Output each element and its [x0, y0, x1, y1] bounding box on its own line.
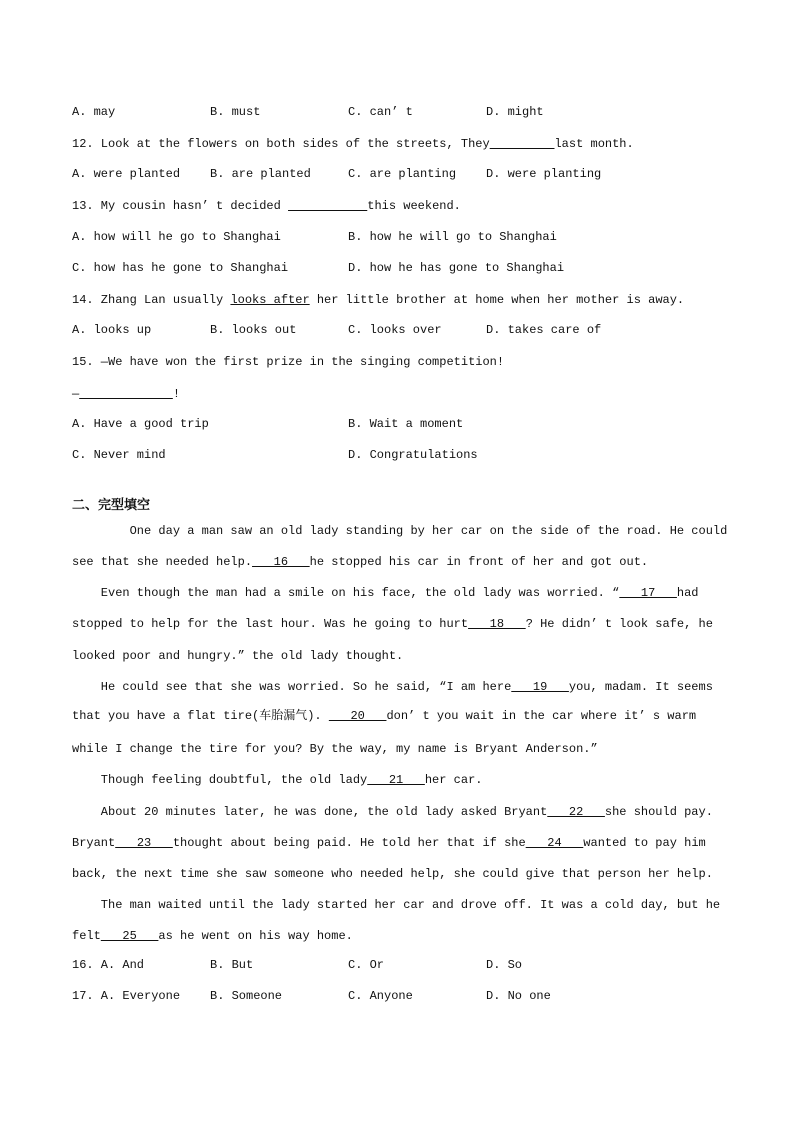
text-segment: 15. —We have won the first prize in the singing competition! [72, 355, 505, 369]
text-line [72, 292, 684, 308]
text-line [72, 897, 720, 913]
text-segment: as he went on his way home. [158, 929, 353, 943]
answer-option: C. Anyone [348, 989, 413, 1003]
text-line [72, 198, 461, 214]
text-segment: Though feeling doubtful, the old lady [72, 773, 368, 787]
underlined-phrase: looks after [230, 293, 310, 307]
answer-blank: 20 [328, 709, 387, 723]
text-segment: He could see that she was worried. So he said, “I am here [72, 680, 512, 694]
text-segment: he stopped his car in front of her and got out. [309, 555, 649, 569]
text-segment: felt [72, 929, 101, 943]
section-heading: 二、完型填空 [72, 498, 151, 513]
text-segment: last month. [554, 137, 634, 151]
text-line [72, 136, 634, 152]
answer-option: C. looks over [348, 323, 442, 337]
text-segment: stopped to help for the last hour. Was he going to hurt [72, 617, 469, 631]
text-segment: that you have a flat tire(车胎漏气). [72, 709, 329, 723]
answer-option: C. can’ t [348, 105, 413, 119]
text-line [72, 648, 403, 664]
text-line [72, 616, 713, 632]
text-segment: ? He didn’ t look safe, he [525, 617, 713, 631]
text-line [72, 679, 713, 695]
answer-option: D. might [486, 105, 544, 119]
text-segment: she should pay. [604, 805, 713, 819]
text-segment: About 20 minutes later, he was done, the old lady asked Bryant [72, 805, 548, 819]
answer-blank: 18 [468, 617, 526, 631]
text-segment: see that she needed help. [72, 555, 253, 569]
text-segment: ! [172, 387, 181, 401]
answer-option: A. Have a good trip [72, 417, 209, 431]
text-line [72, 554, 648, 570]
text-segment: had [676, 586, 699, 600]
text-segment: this weekend. [367, 199, 461, 213]
answer-blank: 16 [252, 555, 310, 569]
answer-option: A. may [72, 105, 116, 119]
text-segment: wanted to pay him [583, 836, 706, 850]
text-line [72, 354, 504, 370]
answer-option: B. how he will go to Shanghai [348, 230, 557, 244]
text-line [72, 585, 699, 601]
text-line [72, 804, 713, 820]
answer-option: B. But [210, 958, 254, 972]
answer-blank: 17 [619, 586, 677, 600]
answer-option: C. Or [348, 958, 385, 972]
answer-option: C. how has he gone to Shanghai [72, 261, 289, 275]
text-segment: her little brother at home when her mother is away. [309, 293, 685, 307]
answer-option: C. Never mind [72, 448, 166, 462]
text-line [72, 835, 706, 851]
text-segment: Even though the man had a smile on his face, the old lady was worried. “ [72, 586, 620, 600]
answer-option: B. Someone [210, 989, 283, 1003]
answer-option: A. how will he go to Shanghai [72, 230, 281, 244]
answer-option: D. So [486, 958, 523, 972]
text-segment: The man waited until the lady started her car and drove off. It was a cold day, but he [72, 898, 721, 912]
answer-option: B. Wait a moment [348, 417, 464, 431]
answer-option: B. are planted [210, 167, 311, 181]
text-segment: her car. [424, 773, 483, 787]
answer-option: D. how he has gone to Shanghai [348, 261, 565, 275]
text-line [72, 866, 713, 882]
answer-option: D. were planting [486, 167, 602, 181]
text-segment: One day a man saw an old lady standing by her car on the side of the road. He could [72, 524, 728, 538]
text-segment: Bryant [72, 836, 116, 850]
answer-blank [79, 387, 173, 401]
answer-option: A. looks up [72, 323, 152, 337]
answer-option: B. looks out [210, 323, 297, 337]
text-segment: 12. Look at the flowers on both sides of the streets, They [72, 137, 490, 151]
answer-blank: 25 [100, 929, 159, 943]
answer-option: D. No one [486, 989, 551, 1003]
answer-option: B. must [210, 105, 261, 119]
answer-blank: 22 [547, 805, 605, 819]
text-segment: 13. My cousin hasn’ t decided [72, 199, 289, 213]
text-segment: while I change the tire for you? By the way, my name is Bryant Anderson.” [72, 742, 598, 756]
text-line [72, 708, 696, 724]
answer-option: D. Congratulations [348, 448, 478, 462]
answer-option: D. takes care of [486, 323, 602, 337]
text-line [72, 772, 482, 788]
answer-blank: 21 [367, 773, 425, 787]
text-line [72, 386, 180, 402]
text-segment: 14. Zhang Lan usually [72, 293, 231, 307]
answer-blank [288, 199, 367, 213]
answer-blank: 23 [115, 836, 173, 850]
text-line [72, 928, 353, 944]
text-segment: thought about being paid. He told her that if she [172, 836, 526, 850]
text-segment: — [72, 387, 80, 401]
text-line [72, 523, 727, 539]
answer-option: 16. A. And [72, 958, 145, 972]
answer-blank: 19 [511, 680, 569, 694]
text-segment: back, the next time she saw someone who needed help, she could give that person her help. [72, 867, 713, 881]
answer-blank: 24 [525, 836, 584, 850]
answer-option: A. were planted [72, 167, 181, 181]
text-segment: you, madam. It seems [568, 680, 713, 694]
text-segment: don’ t you wait in the car where it’ s warm [386, 709, 697, 723]
text-segment: looked poor and hungry.” the old lady thought. [72, 649, 404, 663]
answer-option: C. are planting [348, 167, 457, 181]
answer-blank [490, 137, 555, 151]
text-line [72, 741, 598, 757]
answer-option: 17. A. Everyone [72, 989, 181, 1003]
